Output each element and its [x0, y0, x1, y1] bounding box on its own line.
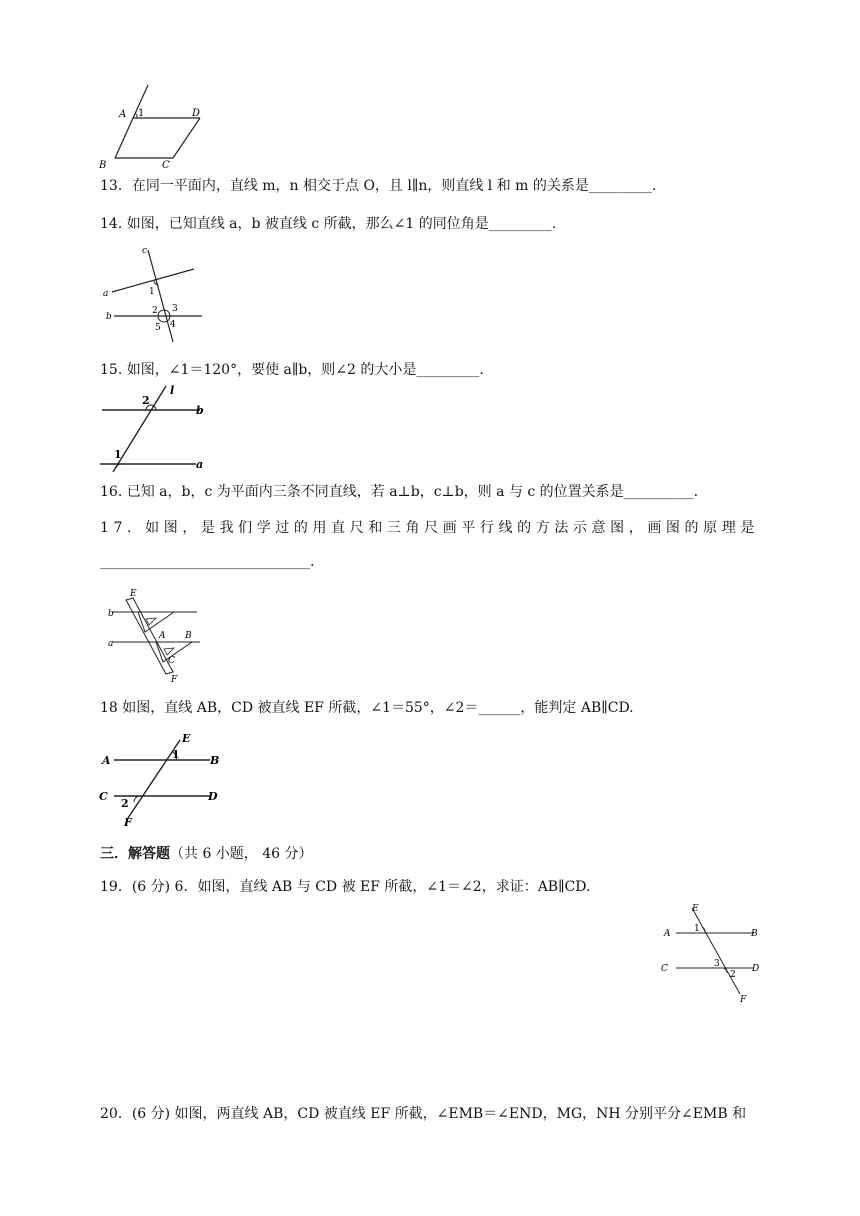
question-15: 15. 如图，∠1＝120°，要使 a∥b，则∠2 的大小是_________. [100, 362, 484, 378]
label-1: 1 [694, 924, 700, 934]
label-3: 3 [714, 959, 720, 969]
label-4: 4 [170, 320, 176, 330]
label-C: C [162, 160, 170, 171]
parallelogram-figure [95, 80, 215, 170]
label-D: D [752, 964, 760, 974]
label-B: B [185, 631, 192, 641]
label-a: a [196, 458, 204, 471]
section-3-subtitle: （共 6 小题， 46 分） [170, 846, 313, 862]
label-2: 2 [142, 394, 150, 407]
section-3-title: 三．解答题 [100, 846, 170, 862]
label-D: D [192, 108, 201, 119]
label-F: F [124, 816, 132, 829]
label-b: b [196, 404, 204, 417]
question-16: 16. 已知 a，b，c 为平面内三条不同直线，若 a⊥b，c⊥b，则 a 与 c 的位置关系是__________. [100, 484, 699, 500]
question-19: 19．(6 分) 6．如图，直线 AB 与 CD 被 EF 所截，∠1＝∠2，求证：AB∥CD. [100, 879, 591, 895]
transversal-figure-15 [96, 382, 216, 474]
label-a: a [103, 289, 109, 299]
label-A: A [159, 631, 166, 641]
label-angle-1: 1 [138, 108, 145, 119]
label-C: C [661, 964, 668, 974]
question-18: 18 如图，直线 AB，CD 被直线 EF 所截，∠1＝55°，∠2＝______，能判定 AB∥CD. [100, 700, 634, 716]
question-17-line-1: 17. 如图，是我们学过的用直尺和三角尺画平行线的方法示意图，画图的原理是 [100, 520, 759, 536]
label-5: 5 [155, 323, 161, 333]
ruler-triangle-figure [100, 586, 210, 684]
label-b: b [106, 312, 112, 322]
label-A: A [102, 754, 111, 767]
label-1: 1 [114, 448, 122, 461]
label-A: A [119, 109, 127, 120]
label-1: 1 [172, 748, 180, 761]
question-20: 20．(6 分) 如图，两直线 AB，CD 被直线 EF 所截，∠EMB＝∠END，MG，NH 分别平分∠EMB 和 [100, 1106, 747, 1122]
label-B: B [751, 929, 758, 939]
label-D: D [208, 790, 218, 803]
label-2: 2 [121, 797, 129, 810]
label-1: 1 [149, 287, 155, 297]
question-17-line-2: ______________________________. [100, 554, 315, 570]
label-3: 3 [172, 304, 178, 314]
transversal-figure-19 [658, 900, 768, 1004]
label-E: E [692, 904, 699, 914]
label-2: 2 [730, 970, 736, 980]
label-c: c [142, 246, 148, 256]
question-13: 13．在同一平面内，直线 m，n 相交于点 O，且 l∥n，则直线 l 和 m 的关系是_________. [100, 178, 657, 194]
label-C: C [168, 656, 175, 666]
label-B: B [210, 754, 220, 767]
label-2: 2 [152, 306, 158, 316]
label-b: b [108, 609, 114, 619]
label-E: E [182, 732, 191, 745]
section-3-heading [100, 844, 313, 864]
label-E: E [130, 589, 137, 599]
label-F: F [740, 995, 747, 1005]
label-A: A [664, 929, 671, 939]
label-F: F [171, 675, 178, 685]
transversal-figure-18 [96, 730, 226, 830]
label-l: l [170, 384, 175, 397]
transversal-figure-14 [100, 242, 210, 352]
label-a: a [108, 639, 114, 649]
label-C: C [99, 790, 108, 803]
label-B: B [99, 160, 107, 171]
question-14: 14. 如图，已知直线 a，b 被直线 c 所截，那么∠1 的同位角是_________. [100, 216, 557, 232]
